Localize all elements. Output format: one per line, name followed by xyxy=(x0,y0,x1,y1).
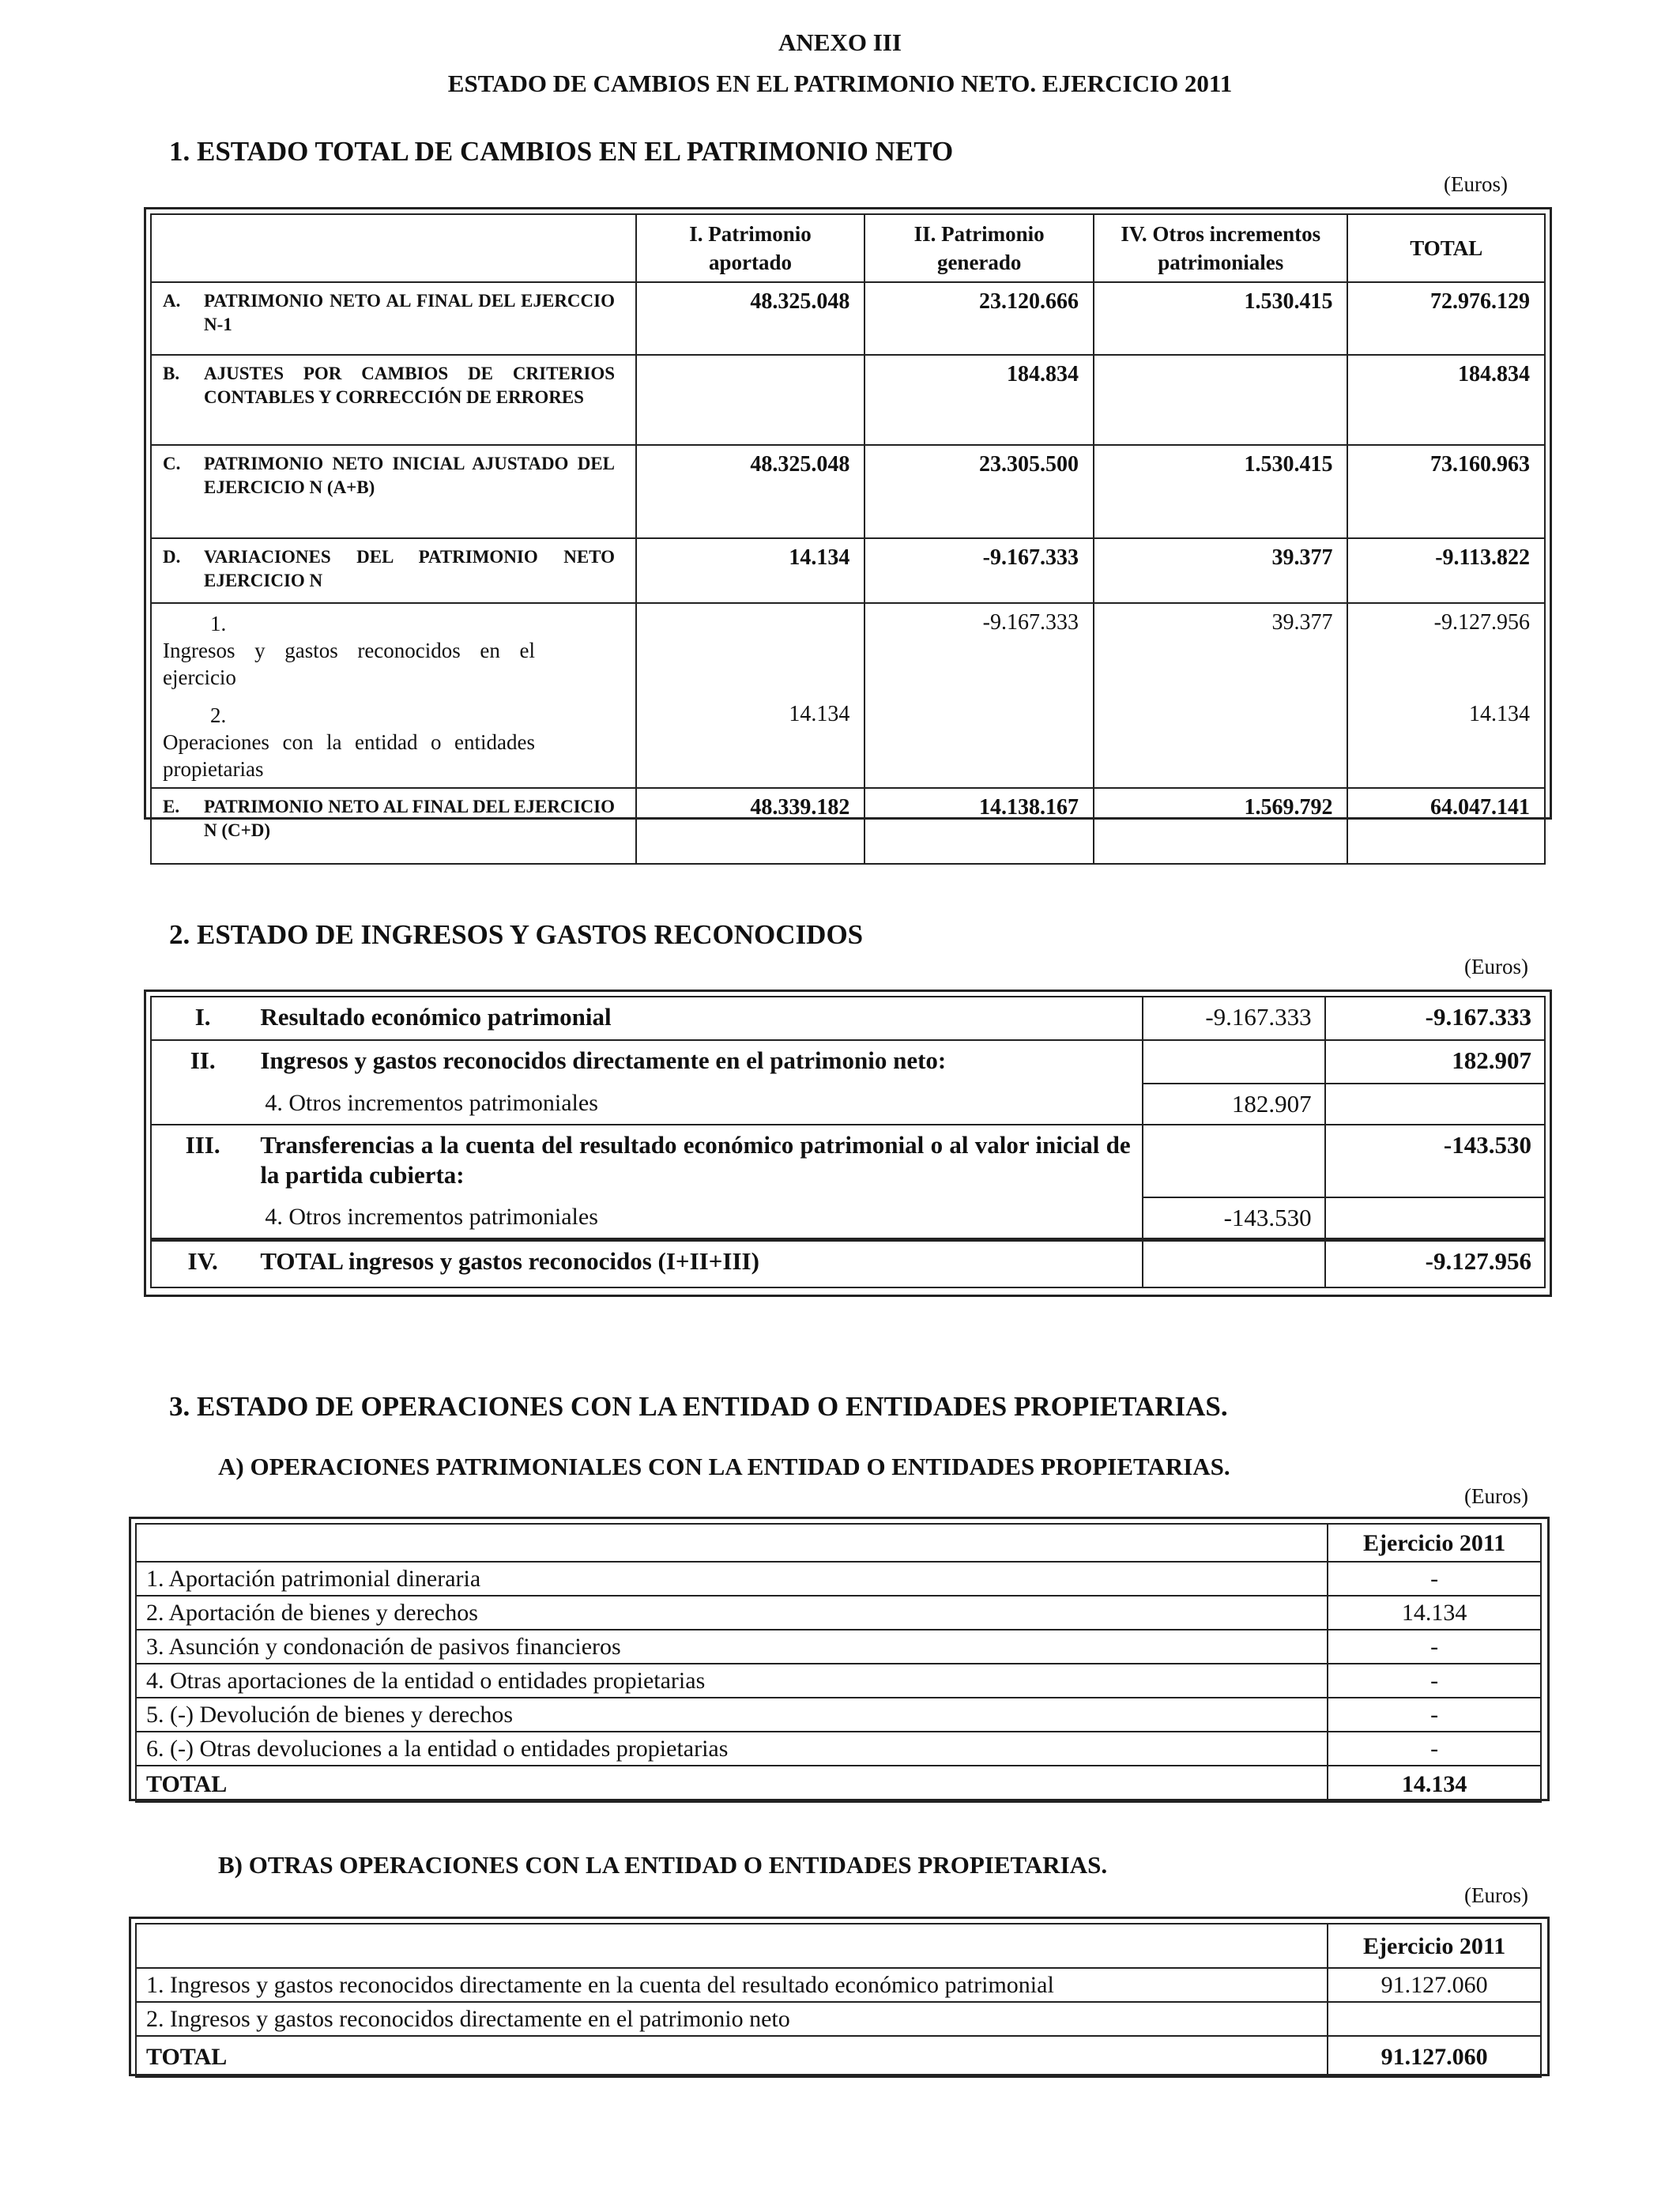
header-empty xyxy=(136,1524,1328,1562)
cell-value: 14.134 xyxy=(1347,696,1545,788)
partial-value xyxy=(1143,1240,1325,1287)
cell-value: 1.530.415 xyxy=(1094,282,1347,355)
row-label: TOTAL ingresos y gastos reconocidos (I+II+III) xyxy=(249,1240,1142,1287)
total-value: 91.127.060 xyxy=(1328,2036,1541,2077)
table-row xyxy=(151,1197,1545,1240)
cell-value: 73.160.963 xyxy=(1347,445,1545,538)
row-number: III. xyxy=(151,1125,249,1197)
section3b-heading: B) OTRAS OPERACIONES CON LA ENTIDAD O ENTIDADES PROPIETARIAS. xyxy=(218,1851,1108,1879)
table-row xyxy=(151,445,1545,538)
cell-value: -9.167.333 xyxy=(864,538,1094,603)
cell-value: 14.134 xyxy=(636,696,865,788)
row-label: Transferencias a la cuenta del resultado económico patrimonial o al valor inicial de la partida cubierta: xyxy=(249,1125,1142,1197)
table-row xyxy=(136,1630,1541,1664)
cell-value: - xyxy=(1328,1698,1541,1732)
cell-value: -9.113.822 xyxy=(1347,538,1545,603)
table-row xyxy=(136,1664,1541,1698)
cell-value: 1.569.792 xyxy=(1094,788,1347,864)
row-letter: A. xyxy=(163,291,181,311)
col-header-otros-incrementos: IV. Otros incrementos patrimoniales xyxy=(1094,214,1347,282)
cell-value: 39.377 xyxy=(1094,538,1347,603)
col-header-patrimonio-generado: II. Patrimonio generado xyxy=(864,214,1094,282)
total-label: TOTAL xyxy=(136,1766,1328,1802)
table-row xyxy=(151,1084,1545,1125)
cell-value: - xyxy=(1328,1562,1541,1596)
cell-value: 14.138.167 xyxy=(864,788,1094,864)
partial-value: 182.907 xyxy=(1143,1084,1325,1125)
row-label: 3. Asunción y condonación de pasivos financieros xyxy=(136,1630,1328,1664)
income-table xyxy=(150,996,1546,1288)
col-header-ejercicio: Ejercicio 2011 xyxy=(1328,1924,1541,1968)
partial-value xyxy=(1143,1040,1325,1084)
table-row xyxy=(151,538,1545,603)
cell-value: - xyxy=(1328,1732,1541,1766)
row-label: 4. Otros incrementos patrimoniales xyxy=(249,1084,1142,1125)
cell-value: - xyxy=(1328,1630,1541,1664)
table-header-row xyxy=(136,1524,1541,1562)
total-value: -9.167.333 xyxy=(1325,997,1545,1040)
row-number: IV. xyxy=(151,1240,249,1287)
total-row xyxy=(136,1766,1541,1802)
total-value xyxy=(1325,1197,1545,1240)
row-label: 1. Aportación patrimonial dineraria xyxy=(136,1562,1328,1596)
total-value: 14.134 xyxy=(1328,1766,1541,1802)
row-number: I. xyxy=(151,997,249,1040)
partial-value: -9.167.333 xyxy=(1143,997,1325,1040)
table-row xyxy=(151,696,1545,788)
row-letter: C. xyxy=(163,454,181,473)
section3b-unit: (Euros) xyxy=(1464,1883,1528,1907)
cell-value: 1.530.415 xyxy=(1094,445,1347,538)
section1-unit: (Euros) xyxy=(1444,172,1508,196)
cell-value: 14.134 xyxy=(636,538,865,603)
cell-value: 48.339.182 xyxy=(636,788,865,864)
cell-value: 72.976.129 xyxy=(1347,282,1545,355)
row-label: 4. Otros incrementos patrimoniales xyxy=(249,1197,1142,1240)
cell-value: 64.047.141 xyxy=(1347,788,1545,864)
row-label: 1. Ingresos y gastos reconocidos directamente en la cuenta del resultado económico patrimonial xyxy=(136,1968,1328,2002)
row-label: AJUSTES POR CAMBIOS DE CRITERIOS CONTABLES Y CORRECCIÓN DE ERRORES xyxy=(204,364,615,407)
table1-header-row xyxy=(151,214,1545,282)
row-label: Ingresos y gastos reconocidos directamente en el patrimonio neto: xyxy=(249,1040,1142,1084)
row-label: 4. Otras aportaciones de la entidad o entidades propietarias xyxy=(136,1664,1328,1698)
cell-value: 23.305.500 xyxy=(864,445,1094,538)
cell-value: 39.377 xyxy=(1094,603,1347,696)
row-letter: D. xyxy=(163,547,181,567)
header-empty xyxy=(136,1924,1328,1968)
total-value: -9.127.956 xyxy=(1325,1240,1545,1287)
changes-table xyxy=(150,213,1546,865)
row-label: 2. Ingresos y gastos reconocidos directamente en el patrimonio neto xyxy=(136,2002,1328,2036)
table-row xyxy=(151,282,1545,355)
section3a-unit: (Euros) xyxy=(1464,1484,1528,1508)
cell-value: -9.127.956 xyxy=(1347,603,1545,696)
row-number: II. xyxy=(151,1040,249,1084)
col-header-ejercicio: Ejercicio 2011 xyxy=(1328,1524,1541,1562)
partial-value xyxy=(1143,1125,1325,1197)
table-row xyxy=(136,2002,1541,2036)
cell-value: 14.134 xyxy=(1328,1596,1541,1630)
table-row xyxy=(136,1968,1541,2002)
cell-value: 184.834 xyxy=(864,355,1094,445)
other-operations-table xyxy=(135,1923,1542,2078)
cell-value: 91.127.060 xyxy=(1328,1968,1541,2002)
section3-heading: 3. ESTADO DE OPERACIONES CON LA ENTIDAD O ENTIDADES PROPIETARIAS. xyxy=(169,1391,1228,1422)
row-number: 2. xyxy=(210,703,227,727)
row-label: Resultado económico patrimonial xyxy=(249,997,1142,1040)
table-row xyxy=(151,997,1545,1040)
row-letter: B. xyxy=(163,364,180,383)
row-label: VARIACIONES DEL PATRIMONIO NETO EJERCICIO N xyxy=(204,547,615,590)
row-label: Ingresos y gastos reconocidos en el ejercicio xyxy=(163,639,535,689)
row-label: PATRIMONIO NETO AL FINAL DEL EJERCCIO N-1 xyxy=(204,291,615,334)
cell-value: 23.120.666 xyxy=(864,282,1094,355)
section2-unit: (Euros) xyxy=(1464,955,1528,978)
table-row xyxy=(151,1240,1545,1287)
cell-value: -9.167.333 xyxy=(864,603,1094,696)
table-row xyxy=(136,1698,1541,1732)
row-label: 5. (-) Devolución de bienes y derechos xyxy=(136,1698,1328,1732)
cell-value xyxy=(1094,696,1347,788)
total-row xyxy=(136,2036,1541,2077)
cell-value xyxy=(636,355,865,445)
cell-value xyxy=(1094,355,1347,445)
section2-heading: 2. ESTADO DE INGRESOS Y GASTOS RECONOCIDOS xyxy=(169,919,864,950)
cell-value: 48.325.048 xyxy=(636,445,865,538)
cell-value: - xyxy=(1328,1664,1541,1698)
table-row xyxy=(151,1125,1545,1197)
row-label: PATRIMONIO NETO AL FINAL DEL EJERCICIO N (C+D) xyxy=(204,797,615,840)
table-row xyxy=(151,603,1545,696)
table-row xyxy=(151,788,1545,864)
table-header-row xyxy=(136,1924,1541,1968)
partial-value: -143.530 xyxy=(1143,1197,1325,1240)
annex-title: ANEXO III xyxy=(778,28,902,56)
cell-value xyxy=(636,603,865,696)
document-title: ESTADO DE CAMBIOS EN EL PATRIMONIO NETO. EJERCICIO 2011 xyxy=(447,70,1233,97)
table-row xyxy=(136,1562,1541,1596)
total-label: TOTAL xyxy=(136,2036,1328,2077)
table-row xyxy=(151,1040,1545,1084)
section3a-heading: A) OPERACIONES PATRIMONIALES CON LA ENTIDAD O ENTIDADES PROPIETARIAS. xyxy=(218,1453,1230,1480)
cell-value: 48.325.048 xyxy=(636,282,865,355)
section1-heading: 1. ESTADO TOTAL DE CAMBIOS EN EL PATRIMONIO NETO xyxy=(169,136,954,167)
row-label: 6. (-) Otras devoluciones a la entidad o entidades propietarias xyxy=(136,1732,1328,1766)
row-label: Operaciones con la entidad o entidades propietarias xyxy=(163,730,535,781)
row-number xyxy=(151,1197,249,1240)
table1-header-empty xyxy=(151,214,636,282)
cell-value xyxy=(1328,2002,1541,2036)
table-row xyxy=(151,355,1545,445)
table-row xyxy=(136,1596,1541,1630)
row-letter: E. xyxy=(163,797,180,816)
col-header-total: TOTAL xyxy=(1347,214,1545,282)
patrimonial-operations-table xyxy=(135,1523,1542,1803)
total-value: -143.530 xyxy=(1325,1125,1545,1197)
row-number xyxy=(151,1084,249,1125)
row-label: PATRIMONIO NETO INICIAL AJUSTADO DEL EJERCICIO N (A+B) xyxy=(204,454,615,497)
row-label: 2. Aportación de bienes y derechos xyxy=(136,1596,1328,1630)
cell-value xyxy=(864,696,1094,788)
total-value: 182.907 xyxy=(1325,1040,1545,1084)
col-header-patrimonio-aportado: I. Patrimonio aportado xyxy=(636,214,865,282)
table-row xyxy=(136,1732,1541,1766)
cell-value: 184.834 xyxy=(1347,355,1545,445)
total-value xyxy=(1325,1084,1545,1125)
row-number: 1. xyxy=(210,612,227,635)
